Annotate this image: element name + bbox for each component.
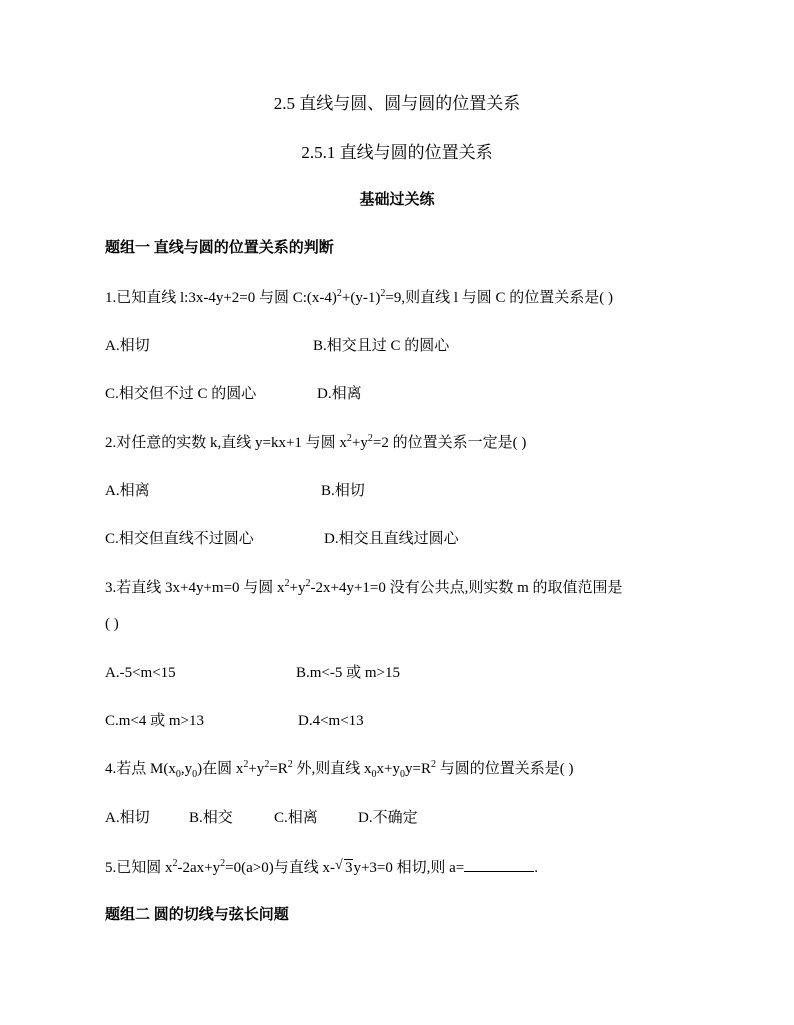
q1-option-b: B.相交且过 C 的圆心 [313, 338, 450, 354]
group-heading-1: 题组一 直线与圆的位置关系的判断 [105, 240, 334, 256]
question-3: 3.若直线 3x+4y+m=0 与圆 $x^2+y^2-2x+4y+1=0$ 没有公共点,则实数 m 的取值范围是 [105, 578, 623, 596]
question-3-parens: ( ) [105, 616, 119, 632]
q4-option-b: B.相交 [189, 810, 233, 826]
q3-option-b: B.m<-5 或 m>15 [296, 665, 401, 681]
question-4: 4.若点 $M(x_0,y_0)$在圆 $x^2+y^2=R^2$ 外,则直线 $x_0x+y_0y=R^2$ 与圆的位置关系是( ) [105, 759, 574, 780]
q4-option-d: D.不确定 [358, 810, 418, 826]
q3-option-a: A.-5<m<15 [105, 665, 176, 681]
section-heading: 基础过关练 [359, 192, 435, 208]
q1-option-a: A.相切 [105, 338, 150, 354]
question-2: 2.对任意的实数 k,直线 y=kx+1 与圆 $x^2+y^2=2$ 的位置关系一定是( ) [105, 433, 527, 451]
q2-option-a: A.相离 [105, 483, 150, 499]
q3-option-d: D.4<m<13 [298, 713, 364, 729]
q1-option-d: D.相离 [317, 386, 362, 402]
page-title: 2.5 直线与圆、圆与圆的位置关系 [273, 94, 521, 113]
sqrt-symbol: √ 3 [334, 858, 353, 876]
q2-option-d: D.相交且直线过圆心 [324, 531, 459, 547]
q4-option-a: A.相切 [105, 810, 150, 826]
q4-option-c: C.相离 [274, 810, 318, 826]
q3-option-c: C.m<4 或 m>13 [105, 713, 205, 729]
answer-blank[interactable] [464, 857, 534, 872]
q1-option-c: C.相交但不过 C 的圆心 [105, 386, 257, 402]
q2-option-c: C.相交但直线不过圆心 [105, 531, 254, 547]
question-5: 5.已知圆 $x^2-2ax+y^2=0(a>0)$与直线 x- √ 3y+3=0 相切,则 a= . [105, 858, 538, 876]
page-subtitle: 2.5.1 直线与圆的位置关系 [301, 143, 493, 162]
q2-option-b: B.相切 [321, 483, 365, 499]
question-1: 1.已知直线 l:3x-4y+2=0 与圆 $C:(x-4)^2+(y-1)^2=9$,则直线 l 与圆 C 的位置关系是( ) [105, 288, 613, 306]
group-heading-2: 题组二 圆的切线与弦长问题 [105, 907, 289, 923]
